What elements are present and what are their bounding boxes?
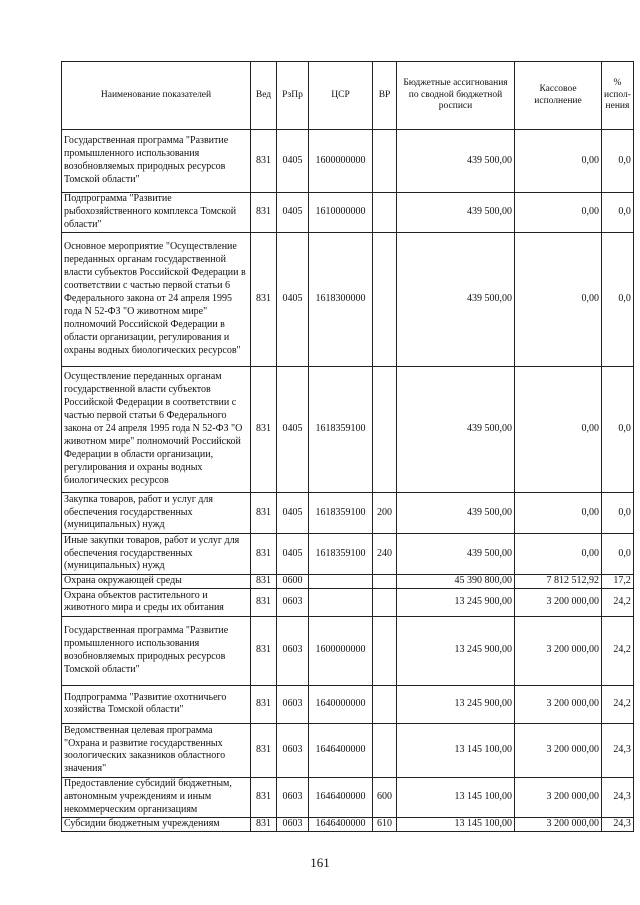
cell-budget: 45 390 800,00: [397, 575, 515, 589]
cell-vr: 600: [373, 777, 397, 817]
cell-budget: 13 145 100,00: [397, 817, 515, 831]
cell-rzpr: 0405: [277, 367, 309, 493]
table-row: [62, 193, 634, 233]
cell-cash: 3 200 000,00: [515, 588, 602, 616]
cell-pct: 0,0: [602, 367, 634, 493]
cell-rzpr: 0603: [277, 616, 309, 685]
cell-ved: 831: [251, 685, 277, 723]
cell-budget: 13 145 100,00: [397, 723, 515, 777]
cell-cash: 3 200 000,00: [515, 817, 602, 831]
cell-name: Основное мероприятие "Осуществление переданных органам государственной власти субъектов Российской Федерации в соответствии с частью первой статьи 6 Федерального закона от 24 апреля 1995 года N 52-ФЗ "О животном мире" полномочий Российской Федерации в области организации, регулирования и охраны водных биологических ресурсов": [62, 233, 251, 367]
cell-rzpr: 0405: [277, 233, 309, 367]
cell-csr: 1618359100: [309, 493, 373, 534]
cell-ved: 831: [251, 723, 277, 777]
col-header-ved: Вед: [251, 62, 277, 130]
table-row: [62, 777, 634, 817]
cell-vr: [373, 685, 397, 723]
cell-vr: [373, 233, 397, 367]
cell-cash: 3 200 000,00: [515, 723, 602, 777]
cell-pct: 17,2: [602, 575, 634, 589]
cell-name: Государственная программа "Развитие промышленного использования возобновляемых природных ресурсов Томской области": [62, 616, 251, 685]
table-row: [62, 493, 634, 534]
page-number: 161: [310, 855, 330, 870]
cell-csr: 1600000000: [309, 130, 373, 193]
cell-csr: 1618359100: [309, 367, 373, 493]
cell-cash: 3 200 000,00: [515, 777, 602, 817]
cell-budget: 13 245 900,00: [397, 616, 515, 685]
table-row: [62, 817, 634, 831]
cell-pct: 24,2: [602, 588, 634, 616]
budget-table: [61, 61, 634, 832]
cell-vr: [373, 575, 397, 589]
table-row: [62, 130, 634, 193]
cell-vr: [373, 616, 397, 685]
cell-budget: 13 145 100,00: [397, 777, 515, 817]
cell-budget: 439 500,00: [397, 233, 515, 367]
cell-cash: 3 200 000,00: [515, 685, 602, 723]
cell-name: Закупка товаров, работ и услуг для обеспечения государственных (муниципальных) нужд: [62, 493, 251, 534]
cell-cash: 0,00: [515, 130, 602, 193]
col-header-name: Наименование показателей: [62, 62, 251, 130]
cell-ved: 831: [251, 193, 277, 233]
cell-cash: 0,00: [515, 193, 602, 233]
cell-csr: 1640000000: [309, 685, 373, 723]
cell-csr: 1646400000: [309, 777, 373, 817]
cell-budget: 13 245 900,00: [397, 588, 515, 616]
cell-name: Предоставление субсидий бюджетным, автономным учреждениям и иным некоммерческим организациям: [62, 777, 251, 817]
cell-pct: 0,0: [602, 534, 634, 575]
cell-ved: 831: [251, 233, 277, 367]
col-header-rzpr: РзПр: [277, 62, 309, 130]
cell-pct: 24,3: [602, 777, 634, 817]
col-header-pct: % испол-нения: [602, 62, 634, 130]
cell-ved: 831: [251, 575, 277, 589]
table-row: [62, 367, 634, 493]
cell-cash: 7 812 512,92: [515, 575, 602, 589]
cell-csr: [309, 588, 373, 616]
cell-name: Осуществление переданных органам государственной власти субъектов Российской Федерации в соответствии с частью первой статьи 6 Федерального закона от 24 апреля 1995 года N 52-ФЗ "О животном мире" полномочий Российской Федерации в области организации, регулирования и охраны водных биологических ресурсов: [62, 367, 251, 493]
table-row: [62, 723, 634, 777]
cell-pct: 0,0: [602, 130, 634, 193]
cell-ved: 831: [251, 130, 277, 193]
cell-csr: 1618300000: [309, 233, 373, 367]
col-header-cash: Кассовое исполнение: [515, 62, 602, 130]
cell-ved: 831: [251, 588, 277, 616]
table-row: [62, 685, 634, 723]
cell-name: Государственная программа "Развитие промышленного использования возобновляемых природных ресурсов Томской области": [62, 130, 251, 193]
cell-budget: 439 500,00: [397, 493, 515, 534]
cell-budget: 13 245 900,00: [397, 685, 515, 723]
cell-rzpr: 0405: [277, 130, 309, 193]
cell-rzpr: 0603: [277, 588, 309, 616]
cell-name: Субсидии бюджетным учреждениям: [62, 817, 251, 831]
cell-vr: 200: [373, 493, 397, 534]
cell-pct: 0,0: [602, 233, 634, 367]
cell-csr: 1610000000: [309, 193, 373, 233]
cell-name: Ведомственная целевая программа "Охрана и развитие государственных зоологических заказников областного значения": [62, 723, 251, 777]
cell-budget: 439 500,00: [397, 193, 515, 233]
cell-cash: 0,00: [515, 534, 602, 575]
cell-cash: 3 200 000,00: [515, 616, 602, 685]
cell-name: Иные закупки товаров, работ и услуг для обеспечения государственных (муниципальных) нужд: [62, 534, 251, 575]
table-row: [62, 616, 634, 685]
cell-cash: 0,00: [515, 367, 602, 493]
cell-budget: 439 500,00: [397, 130, 515, 193]
table-row: [62, 575, 634, 589]
table-row: [62, 588, 634, 616]
col-header-csr: ЦСР: [309, 62, 373, 130]
header-row: [62, 62, 634, 130]
cell-ved: 831: [251, 817, 277, 831]
cell-csr: 1600000000: [309, 616, 373, 685]
cell-vr: [373, 193, 397, 233]
cell-vr: [373, 130, 397, 193]
cell-ved: 831: [251, 493, 277, 534]
cell-ved: 831: [251, 777, 277, 817]
cell-budget: 439 500,00: [397, 534, 515, 575]
cell-budget: 439 500,00: [397, 367, 515, 493]
cell-rzpr: 0600: [277, 575, 309, 589]
col-header-budget: Бюджетные ассигнования по сводной бюджетной росписи: [397, 62, 515, 130]
cell-pct: 0,0: [602, 493, 634, 534]
cell-name: Охрана объектов растительного и животного мира и среды их обитания: [62, 588, 251, 616]
cell-name: Подпрограмма "Развитие рыбохозяйственного комплекса Томской области": [62, 193, 251, 233]
col-header-vr: ВР: [373, 62, 397, 130]
cell-vr: [373, 367, 397, 493]
cell-vr: 610: [373, 817, 397, 831]
cell-ved: 831: [251, 616, 277, 685]
cell-rzpr: 0405: [277, 534, 309, 575]
cell-csr: 1646400000: [309, 723, 373, 777]
cell-vr: 240: [373, 534, 397, 575]
cell-vr: [373, 588, 397, 616]
cell-cash: 0,00: [515, 233, 602, 367]
cell-rzpr: 0603: [277, 777, 309, 817]
cell-rzpr: 0603: [277, 817, 309, 831]
cell-name: Подпрограмма "Развитие охотничьего хозяйства Томской области": [62, 685, 251, 723]
cell-rzpr: 0603: [277, 723, 309, 777]
cell-rzpr: 0603: [277, 685, 309, 723]
cell-pct: 0,0: [602, 193, 634, 233]
cell-csr: [309, 575, 373, 589]
cell-pct: 24,3: [602, 817, 634, 831]
cell-pct: 24,3: [602, 723, 634, 777]
table-row: [62, 233, 634, 367]
cell-csr: 1646400000: [309, 817, 373, 831]
cell-name: Охрана окружающей среды: [62, 575, 251, 589]
cell-cash: 0,00: [515, 493, 602, 534]
table-row: [62, 534, 634, 575]
cell-csr: 1618359100: [309, 534, 373, 575]
cell-rzpr: 0405: [277, 493, 309, 534]
cell-vr: [373, 723, 397, 777]
cell-ved: 831: [251, 367, 277, 493]
cell-pct: 24,2: [602, 616, 634, 685]
cell-pct: 24,2: [602, 685, 634, 723]
cell-rzpr: 0405: [277, 193, 309, 233]
cell-ved: 831: [251, 534, 277, 575]
